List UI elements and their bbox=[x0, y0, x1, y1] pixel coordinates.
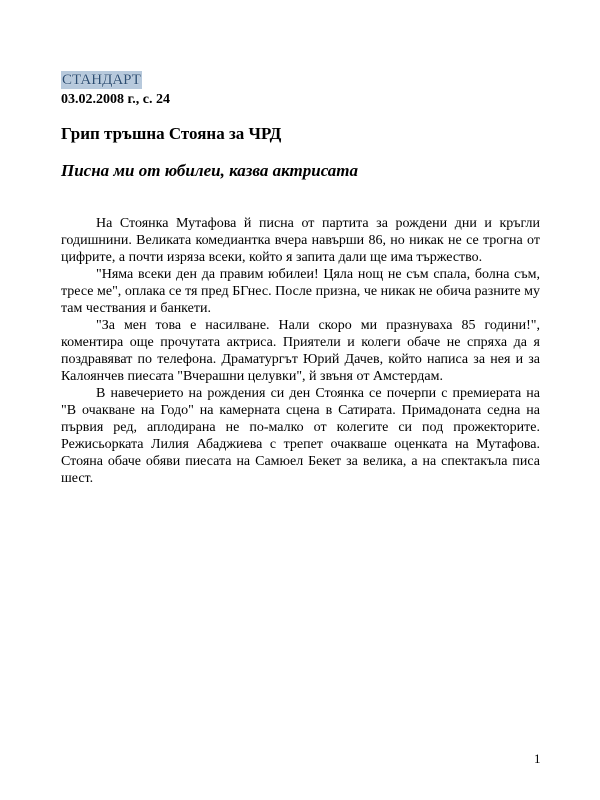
article-subheadline: Писна ми от юбилеи, казва актрисата bbox=[61, 161, 359, 180]
page-number: 1 bbox=[534, 751, 541, 766]
article-paragraph: "Няма всеки ден да правим юбилеи! Цяла нощ не съм спала, болна съм, тресе ме", оплака се тя пред БГнес. После призна, че никак не обича разните му там чествания и банкети. bbox=[61, 267, 540, 316]
article-paragraph: На Стоянка Мутафова й писна от партита за рождени дни и кръгли годишнини. Великата комедиантка вчера навърши 86, но никак не се трогна от цифрите, а почти изряза всеки, който я запита дали ще има тържество. bbox=[61, 216, 540, 265]
dateline: 03.02.2008 г., с. 24 bbox=[61, 92, 170, 107]
article-headline: Грип тръшна Стояна за ЧРД bbox=[61, 124, 282, 143]
article-body bbox=[61, 215, 540, 487]
publication-logo: СТАНДАРТ bbox=[62, 72, 141, 88]
article-paragraph: "За мен това е насилване. Нали скоро ми празнуваха 85 години!", коментира още прочутата актриса. Приятели и колеги обаче не спряха да я поздравяват по телефона. Драматургът Юрий Дачев, който написа за нея и за Калоянчев пиесата "Вчерашни целувки", й звъня от Амстердам. bbox=[61, 318, 540, 384]
article-paragraph: В навечерието на рождения си ден Стоянка се почерпи с премиерата на "В очакване на Годо" на камерната сцена в Сатирата. Примадоната седна на първия ред, аплодирана не по-малко от колегите си под прожекторите. Режисьорката Лилия Абаджиева с трепет очакваше оценката на Мутафова. Стояна обаче обяви пиесата на Самюел Бекет за велика, а на спектакъла писа шест. bbox=[61, 386, 540, 486]
